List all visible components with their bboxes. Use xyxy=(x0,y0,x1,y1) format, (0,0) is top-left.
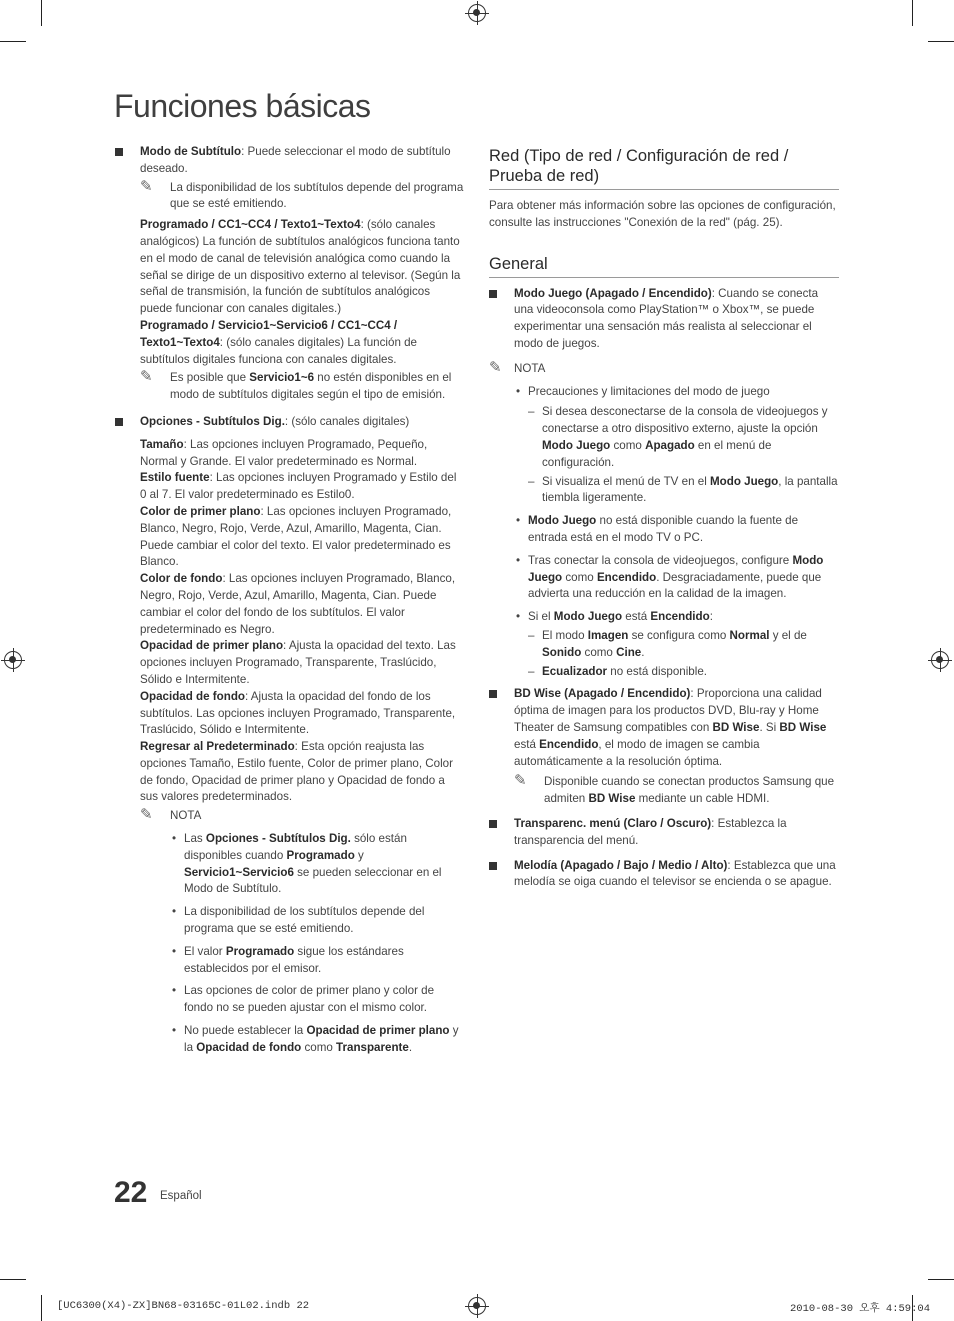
crop-mark xyxy=(0,41,26,42)
registration-mark-icon xyxy=(468,1297,486,1315)
list-item: Melodía (Apagado / Bajo / Medio / Alto): Establezca que una melodía se oiga cuando el televisor se encienda o se apague. xyxy=(489,858,839,892)
bullet-item: • Modo Juego no está disponible cuando la fuente de entrada está en el modo TV o PC. xyxy=(516,514,799,544)
bullet-icon: • xyxy=(172,1024,177,1038)
note-bullets xyxy=(489,384,839,681)
registration-mark-icon xyxy=(4,651,22,669)
crop-mark xyxy=(928,1279,954,1280)
item-label: Modo de Subtítulo xyxy=(140,145,242,158)
sub-item: Estilo fuente: Las opciones incluyen Programado y Estilo del 0 al 7. El valor predeterminado es Estilo0. xyxy=(140,471,457,502)
sub-item: Opacidad de primer plano: Ajusta la opacidad del texto. Las opciones incluyen Programado, Transparente, Traslúcido, Sólido e Intermitente. xyxy=(140,639,456,686)
bullet-item: • Las opciones de color de primer plano y color de fondo no se pueden ajustar con el mismo color. xyxy=(172,984,435,1015)
pencil-note-icon: ✎ xyxy=(489,358,502,376)
square-bullet-icon xyxy=(489,290,497,298)
list-item: BD Wise (Apagado / Encendido): Proporciona una calidad óptima de imagen para los productos DVD, Blu-ray y Home Theater de Samsung compatibles con BD Wise. Si BD Wise está Encendido, el modo de imagen se cambia automáticamente a la resolución óptima. ✎ Disponible cuando se conectan productos Samsung que admiten BD Wise mediante un cable HDMI. xyxy=(489,686,839,808)
dash-item: – Si desea desconectarse de la consola de videojuegos y conectarse a otro dispositivo externo, ajuste la opción Modo Juego como Apagado en el menú de configuración. xyxy=(528,405,828,469)
bullet-icon: • xyxy=(172,984,177,998)
dash-item: – Si visualiza el menú de TV en el Modo Juego, la pantalla tiembla ligeramente. xyxy=(528,474,838,505)
left-column xyxy=(115,144,465,1063)
note-heading: ✎ NOTA xyxy=(140,806,202,824)
list-item: Opciones - Subtítulos Dig.: (sólo canales digitales) Tamaño: Las opciones incluyen Programado, Pequeño, Normal y Grande. El valor predeterminado es Normal. Estilo fuente: Las opciones incluyen Programado y Estilo del 0 al 7. El valor predeterminado es Estilo0. Color de primer plano: Las opciones incluyen Programado, Blanco, Negro, Rojo, Verde, Azul, Amarillo, Magenta, Cian. Puede cambiar el color del texto. El valor predeterminado es Blanco. Color de fondo: Las opciones incluyen Programado, Blanco, Negro, Rojo, Verde, Azul, Amarillo, Magenta, Cian. Puede cambiar el color del fondo de los subtítulos. El valor predeterminado es Negro. Opacidad de primer plano: Ajusta la opacidad del texto. Las opciones incluyen Programado, Transparente, Traslúcido, Sólido e Intermitente. Opacidad de fondo: Ajusta la opacidad del fondo de los subtítulos. Las opciones incluyen Programado, Transparente, Traslúcido, Sólido e Intermitente. Regresar al Predeterminado: Esta opción reajusta las opciones Tamaño, Estilo fuente, Color de primer plano, Color de fondo, Opacidad de primer plano y Opacidad de fondo a sus valores predeterminados. ✎ NOTA • Las Opciones - Subtítulos Dig. sólo están disponibles cuando Programado y Servicio1~Servicio6 se pueden seleccionar en el Modo de Subtítulo. • La disponibilidad de los subtítulos depende del programa que se esté emitiendo. • El valor Programado sigue los estándares establecidos por el emisor. • Las opciones de color de primer plano y color de fondo no se pueden ajustar con el mismo color. • No puede establecer la Opacidad de primer plano y la Opacidad de fondo como Transparente. xyxy=(115,414,465,1057)
dash-item: – El modo Imagen se configura como Normal y el de Sonido como Cine. xyxy=(528,628,807,659)
sub-item: Regresar al Predeterminado: Esta opción reajusta las opciones Tamaño, Estilo fuente, Color de primer plano, Color de fondo, Opacidad de primer plano y Opacidad de fondo a sus valores predeterminados. xyxy=(140,740,453,804)
note-text: La disponibilidad de los subtítulos depende del programa que se esté emitiendo. xyxy=(170,180,464,211)
bullet-item: • No puede establecer la Opacidad de primer plano y la Opacidad de fondo como Transparente. xyxy=(172,1024,459,1054)
dash-item: – Ecualizador no está disponible. xyxy=(528,664,707,678)
right-column xyxy=(489,146,839,895)
sub-item: Opacidad de fondo: Ajusta la opacidad del fondo de los subtítulos. Las opciones incluyen Programado, Transparente, Traslúcido, Sólido e Intermitente. xyxy=(140,689,456,737)
item-text: : Puede seleccionar el modo de subtítulo deseado. xyxy=(140,145,451,175)
crop-mark xyxy=(912,0,913,26)
page-number: 22 xyxy=(114,1176,148,1209)
square-bullet-icon xyxy=(489,820,497,828)
page-title: Funciones básicas xyxy=(114,88,371,124)
square-bullet-icon xyxy=(115,148,123,156)
sub-item: Programado / Servicio1~Servicio6 / CC1~CC4 / Texto1~Texto4: (sólo canales digitales) La función de subtítulos digitales funciona con canales digitales. xyxy=(140,318,418,366)
bullet-item: • Si el Modo Juego está Encendido: – El modo Imagen se configura como Normal y el de Sonido como Cine. – Ecualizador no está disponible. xyxy=(514,609,839,680)
section-text: Para obtener más información sobre las opciones de configuración, consulte las instrucciones "Conexión de la red" (pág. 25). xyxy=(489,199,836,229)
bullet-item: • Las Opciones - Subtítulos Dig. sólo están disponibles cuando Programado y Servicio1~Servicio6 se pueden seleccionar en el Modo de Subtítulo. xyxy=(172,832,442,896)
bullet-icon: • xyxy=(516,514,521,528)
print-date-info: 2010-08-30 오후 4:59:04 xyxy=(790,1303,931,1315)
pencil-note-icon: ✎ xyxy=(140,368,153,386)
bullet-icon: • xyxy=(516,610,521,624)
bullet-item: • Precauciones y limitaciones del modo de juego – Si desea desconectarse de la consola de videojuegos y conectarse a otro dispositivo externo, ajuste la opción Modo Juego como Apagado en el menú de configuración. – Si visualiza el menú de TV en el Modo Juego, la pantalla tiembla ligeramente. xyxy=(514,384,839,508)
bullet-item: • La disponibilidad de los subtítulos depende del programa que se esté emitiendo. xyxy=(172,905,425,936)
crop-mark xyxy=(0,1279,26,1280)
sub-item: Color de fondo: Las opciones incluyen Programado, Blanco, Negro, Rojo, Verde, Azul, Amarillo, Magenta, Cian. Puede cambiar el color del fondo de los subtítulos. El valor predeterminado es Negro. xyxy=(140,572,456,636)
list-item xyxy=(115,144,465,404)
sub-item: Tamaño: Las opciones incluyen Programado, Pequeño, Normal y Grande. El valor predeterminado es Normal. xyxy=(140,437,428,468)
registration-mark-icon xyxy=(468,4,486,22)
bullet-icon: • xyxy=(172,905,177,919)
registration-mark-icon xyxy=(931,651,949,669)
bullet-icon: • xyxy=(516,553,521,567)
list-item: Transparenc. menú (Claro / Oscuro): Establezca la transparencia del menú. xyxy=(489,816,839,850)
note xyxy=(140,177,465,214)
crop-mark xyxy=(41,0,42,26)
square-bullet-icon xyxy=(489,862,497,870)
square-bullet-icon xyxy=(115,418,123,426)
pencil-note-icon: ✎ xyxy=(514,772,527,790)
section-heading-general: General xyxy=(489,254,839,278)
section-heading-red: Red (Tipo de red / Configuración de red / Prueba de red) xyxy=(489,146,839,190)
bullet-icon: • xyxy=(172,944,177,958)
note-bullets xyxy=(140,831,465,1057)
bullet-item: • El valor Programado sigue los estándares establecidos por el emisor. xyxy=(172,944,404,975)
sub-item: Programado / CC1~CC4 / Texto1~Texto4: (sólo canales analógicos) La función de subtítulos analógicos funciona tanto en el modo de canal de televisión analógica como cuando la señal se dirige de un dispositivo externo al televisor. (Según la señal de transmisión, la función de subtítulos analógicos puede funcionar con canales digitales.) xyxy=(140,218,461,316)
note-heading: ✎ NOTA xyxy=(489,358,546,376)
square-bullet-icon xyxy=(489,690,497,698)
page-language: Español xyxy=(160,1190,202,1202)
crop-mark xyxy=(928,41,954,42)
print-file-info: [UC6300(X4)-ZX]BN68-03165C-01L02.indb 22 xyxy=(57,1300,310,1312)
pencil-note-icon: ✎ xyxy=(140,177,153,195)
sub-item: Color de primer plano: Las opciones incluyen Programado, Blanco, Negro, Rojo, Verde, Azul, Amarillo, Magenta, Cian. Puede cambiar el color del texto. El valor predeterminado es Blanco. xyxy=(140,504,452,569)
bullet-icon: • xyxy=(516,384,521,398)
list-item: Modo Juego (Apagado / Encendido): Cuando se conecta una videoconsola como PlayStation™ o Xbox™, se puede experimentar una sensación más realista al seleccionar el modo de juegos. xyxy=(489,286,839,353)
note: ✎ Es posible que Servicio1~6 no estén disponibles en el modo de subtítulos digitales según el tipo de emisión. xyxy=(140,368,452,402)
note: ✎ Disponible cuando se conectan productos Samsung que admiten BD Wise mediante un cable HDMI. xyxy=(514,772,835,806)
pencil-note-icon: ✎ xyxy=(140,806,153,824)
bullet-icon: • xyxy=(172,832,177,846)
bullet-item: • Tras conectar la consola de videojuegos, configure Modo Juego como Encendido. Desgraciadamente, puede que advierta una reducción en la calidad de la imagen. xyxy=(516,553,824,601)
crop-mark xyxy=(41,1295,42,1321)
